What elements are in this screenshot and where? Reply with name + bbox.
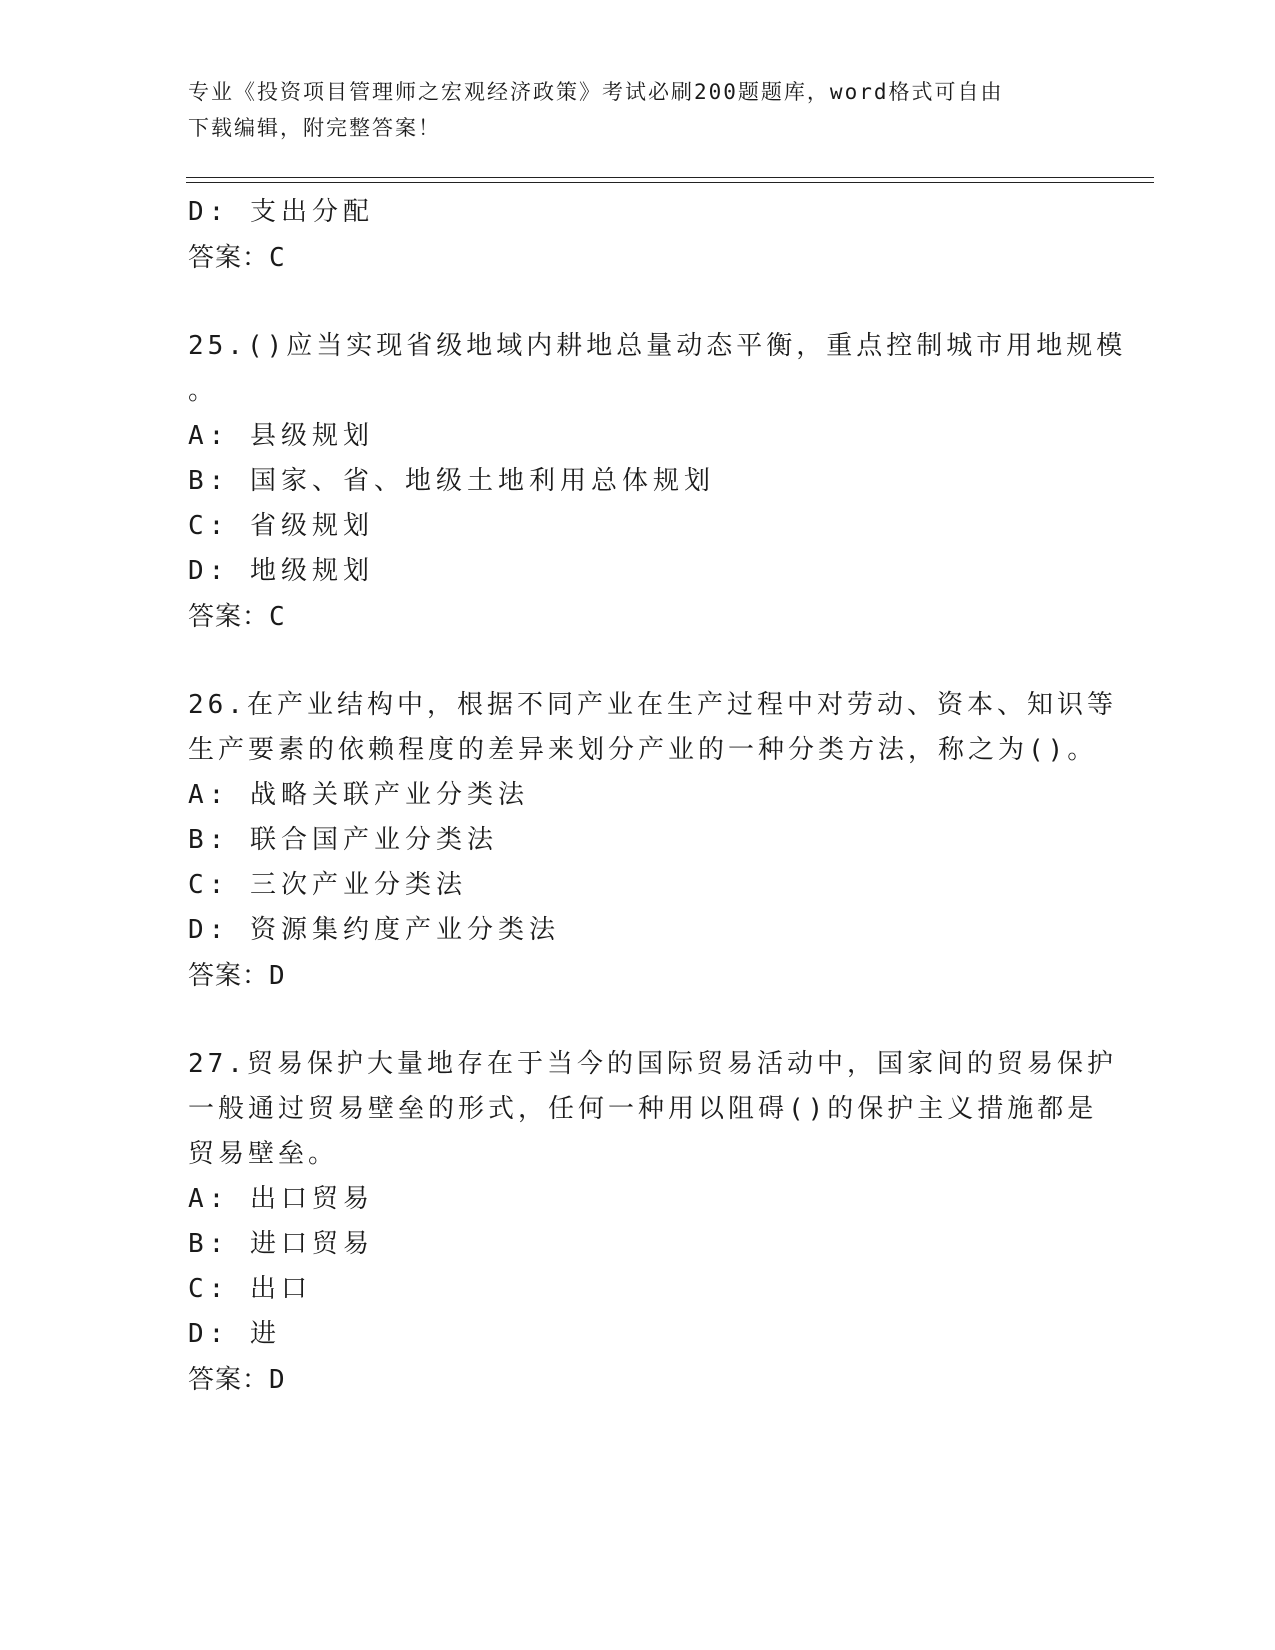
answer-line: 答案：D <box>188 961 286 991</box>
question-26 <box>188 683 1117 999</box>
question-gap <box>188 281 1088 324</box>
header-divider-top <box>186 177 1154 178</box>
question-stem-line: 生产要素的依赖程度的差异来划分产业的一种分类方法，称之为()。 <box>188 735 1098 765</box>
question-gap <box>188 999 1088 1042</box>
option-a: A: 出口贸易 <box>188 1184 374 1214</box>
answer-line: 答案：D <box>188 1365 286 1395</box>
answer-line: 答案：C <box>188 602 286 632</box>
option-d: D: 支出分配 <box>188 197 374 227</box>
option-a: A: 县级规划 <box>188 421 374 451</box>
question-stem-line: 一般通过贸易壁垒的形式，任何一种用以阻碍()的保护主义措施都是 <box>188 1094 1098 1124</box>
question-27 <box>188 1042 1117 1403</box>
question-gap <box>188 640 1088 683</box>
option-b: B: 联合国产业分类法 <box>188 825 498 855</box>
question-stem-line: 27.贸易保护大量地存在于当今的国际贸易活动中，国家间的贸易保护 <box>188 1049 1117 1079</box>
question-fragment <box>188 190 1088 281</box>
option-b: B: 进口贸易 <box>188 1229 374 1259</box>
option-c: C: 省级规划 <box>188 511 374 541</box>
header-line-1: 专业《投资项目管理师之宏观经济政策》考试必刷200题题库，word格式可自由 <box>188 80 1004 104</box>
option-d: D: 进 <box>188 1319 281 1349</box>
question-stem-line: 25.()应当实现省级地域内耕地总量动态平衡，重点控制城市用地规模 <box>188 331 1127 361</box>
document-header <box>188 74 1068 146</box>
option-a: A: 战略关联产业分类法 <box>188 780 529 810</box>
question-stem-line: 26.在产业结构中，根据不同产业在生产过程中对劳动、资本、知识等 <box>188 690 1117 720</box>
question-25 <box>188 324 1127 640</box>
answer-line: 答案：C <box>188 243 286 273</box>
option-d: D: 地级规划 <box>188 556 374 586</box>
option-d: D: 资源集约度产业分类法 <box>188 915 560 945</box>
question-stem-line: 。 <box>188 376 219 406</box>
option-b: B: 国家、省、地级土地利用总体规划 <box>188 466 715 496</box>
option-c: C: 出口 <box>188 1274 312 1304</box>
question-stem-line: 贸易壁垒。 <box>188 1139 339 1169</box>
document-body <box>188 190 1127 1403</box>
option-c: C: 三次产业分类法 <box>188 870 467 900</box>
header-line-2: 下载编辑，附完整答案！ <box>188 116 441 140</box>
header-divider-bottom <box>186 182 1154 183</box>
